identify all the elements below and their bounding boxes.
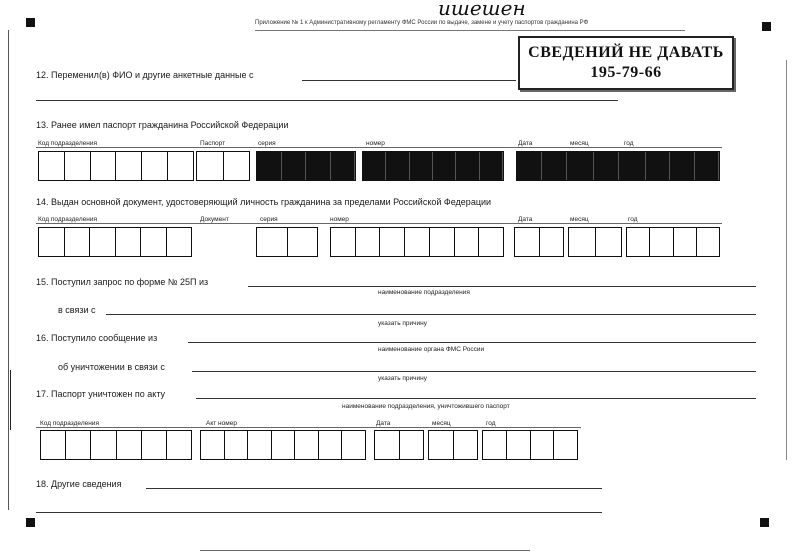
s14-year-cells[interactable] [626,227,720,257]
s17-kod-label: Код подразделения [40,420,99,427]
corner-marker-tr [762,22,771,31]
s14-header-rule [36,223,722,224]
s14-nomer-cells[interactable] [330,227,504,257]
s14-month-cells[interactable] [568,227,622,257]
s14-document-label: Документ [200,216,229,223]
s17-day-cells[interactable] [374,430,424,460]
s14-kod-label: Код подразделения [38,216,97,223]
s15-caption-2: указать причину [378,320,428,327]
form-header: Приложение № 1 к Административному регламенту ФМС России по выдаче, замене и учету паспортов гражданина РФ [255,20,589,26]
s16-field-line-2[interactable] [192,371,756,372]
s13-data-label: Дата [518,140,533,147]
s14-nomer-label: номер [330,216,349,223]
s13-kod-label: Код подразделения [38,140,97,147]
s13-god-label: год [624,140,634,147]
s13-seriya-cells[interactable] [256,151,356,181]
s14-seriya-label: серия [260,216,278,223]
s13-passport-label: Паспорт [200,140,226,147]
s13-passport-cells[interactable] [196,151,250,181]
corner-marker-bl [26,518,35,527]
s17-month-cells[interactable] [428,430,478,460]
page-edge-bottom [200,550,530,551]
s16-label: 16. Поступило сообщение из [36,333,158,343]
s17-akt-cells[interactable] [200,430,366,460]
s15-label: 15. Поступил запрос по форме № 25П из [36,277,209,287]
s14-day-cells[interactable] [514,227,564,257]
s15-caption-1: наименование подразделения [378,289,470,296]
s16-field-line-1[interactable] [188,342,756,343]
s14-mesyac-label: месяц [570,216,589,223]
s17-kod-cells[interactable] [40,430,192,460]
stamp-line-1: СВЕДЕНИЙ НЕ ДАВАТЬ [528,44,724,61]
s16-caption-1: наименование органа ФМС России [378,346,485,353]
s12-field-line-2[interactable] [36,100,618,101]
s14-data-label: Дата [518,216,533,223]
handwritten-note: uшешен [438,0,526,20]
s17-god-label: год [486,420,496,427]
s16-sub-label: об уничтожении в связи с [58,362,165,372]
s18-field-line-1[interactable] [146,488,602,489]
s15-sub-label: в связи с [58,305,96,315]
s13-kod-cells[interactable] [38,151,194,181]
s17-akt-label: Акт номер [206,420,237,427]
s14-label: 14. Выдан основной документ, удостоверяющий личность гражданина за пределами Российской Федерации [36,197,492,207]
s17-label: 17. Паспорт уничтожен по акту [36,389,166,399]
s17-caption-1: наименование подразделения, уничтожившего паспорт [342,403,510,410]
s14-seriya-cells[interactable] [256,227,318,257]
s14-kod-cells[interactable] [38,227,192,257]
s17-data-label: Дата [376,420,391,427]
s17-header-rule [36,427,581,428]
s13-seriya-label: серия [258,140,276,147]
page-edge-left [8,30,9,510]
s12-label: 12. Переменил(в) ФИО и другие анкетные данные с [36,70,254,80]
header-underline [255,30,685,31]
s13-nomer-cells[interactable] [362,151,504,181]
s17-field-line[interactable] [196,398,756,399]
s13-day-cells[interactable] [516,151,568,181]
s13-nomer-label: номер [366,140,385,147]
s15-field-line-2[interactable] [106,314,756,315]
page-edge-right [786,60,787,460]
s14-god-label: год [628,216,638,223]
s13-label: 13. Ранее имел паспорт гражданина Российской Федерации [36,120,289,130]
corner-marker-tl [26,18,35,27]
s13-mesyac-label: месяц [570,140,589,147]
stamp-line-2: 195-79-66 [590,64,662,81]
s15-field-line-1[interactable] [248,286,756,287]
s13-year-cells[interactable] [620,151,720,181]
s18-label: 18. Другие сведения [36,479,122,489]
page-edge-mark [10,370,11,430]
corner-marker-br [760,518,769,527]
s18-field-line-2[interactable] [36,512,602,513]
s13-month-cells[interactable] [568,151,620,181]
s17-mesyac-label: месяц [432,420,451,427]
stamp [518,36,734,90]
s16-caption-2: указать причину [378,375,428,382]
s12-field-line-1[interactable] [302,80,516,81]
s17-year-cells[interactable] [482,430,578,460]
s13-header-rule [36,147,722,148]
